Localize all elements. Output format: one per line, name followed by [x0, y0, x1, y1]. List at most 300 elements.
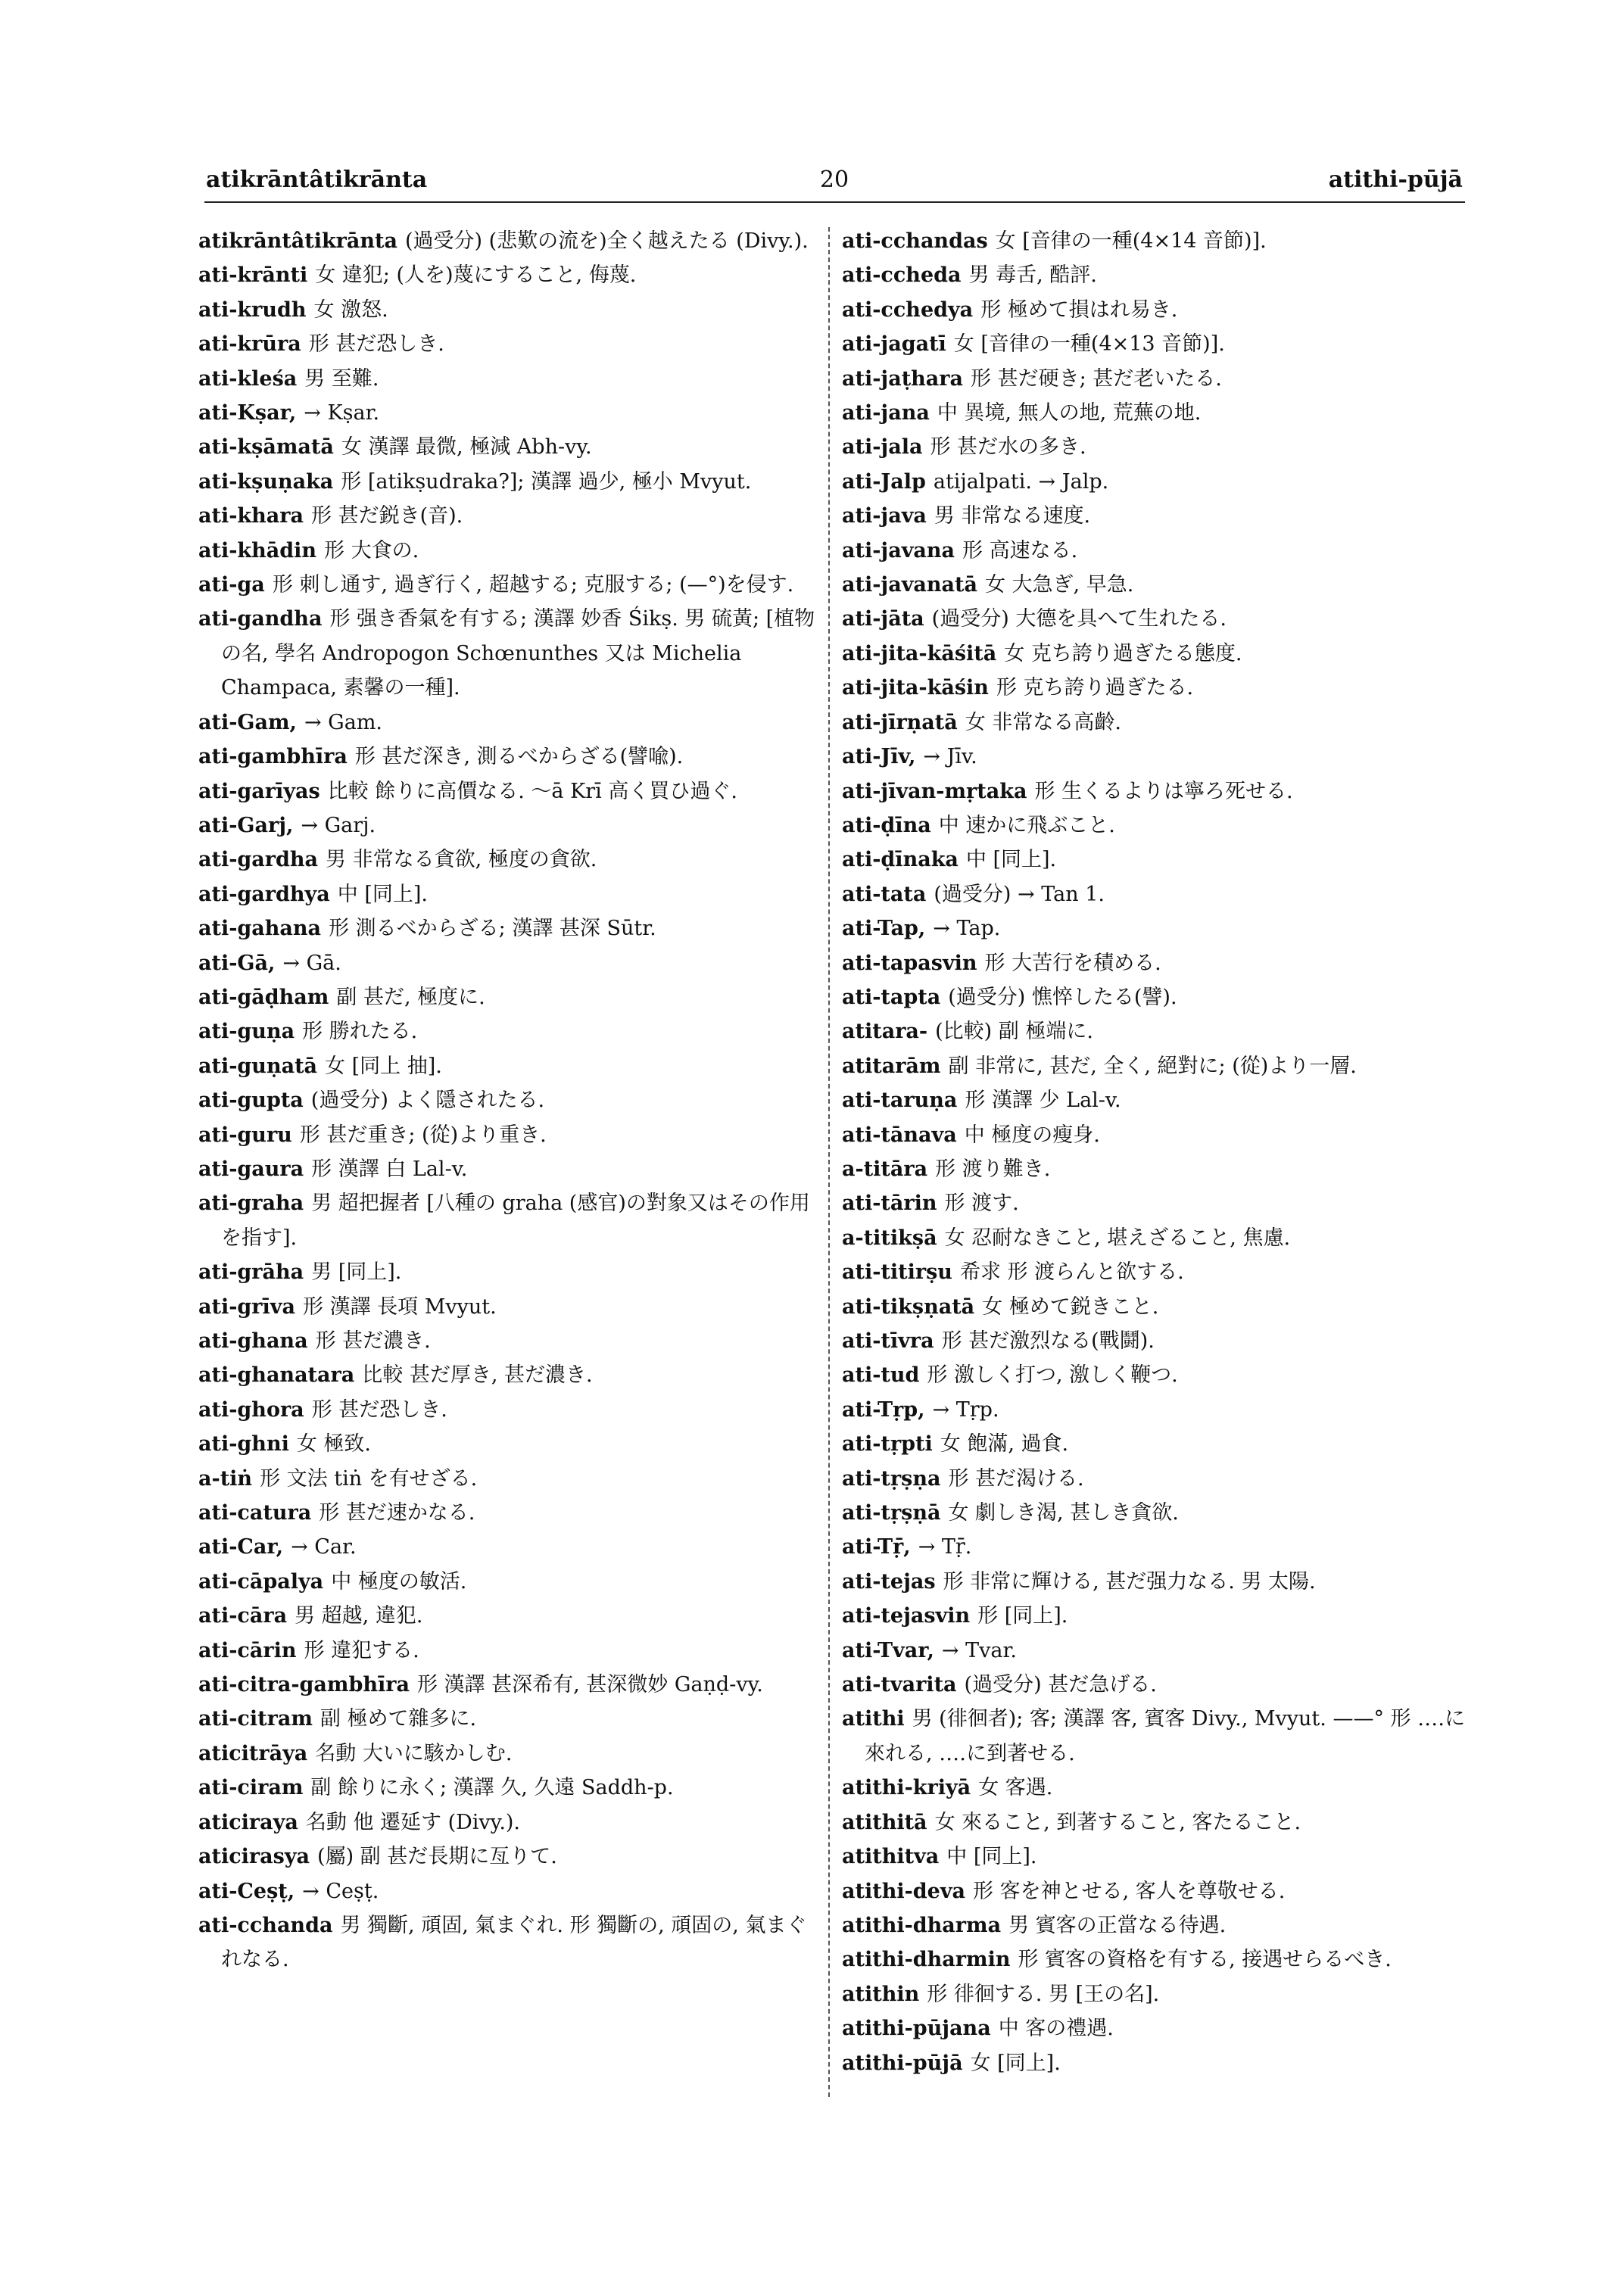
dictionary-entry — [842, 602, 1470, 636]
entry-definition: 形 克ち誇り過ぎたる. — [996, 676, 1194, 700]
entry-headword: ati-ga — [198, 573, 265, 597]
dictionary-entry — [198, 808, 819, 843]
entry-definition: 形 甚だ深き, 測るべからざる(譬喩). — [354, 745, 684, 769]
entry-headword: ati-Tṛp, — [842, 1397, 925, 1422]
entry-definition: 形 測るべからざる; 漢譯 甚深 Sūtr. — [329, 917, 656, 941]
entry-definition: (過受分) よく隱されたる. — [310, 1089, 545, 1113]
entry-definition: 名動 他 遷延す (Divy.). — [305, 1810, 521, 1834]
entry-definition: 副 餘りに永く; 漢譯 久, 久遠 Saddh-p. — [310, 1776, 674, 1800]
entry-definition: 比較 餘りに高價なる. ～ā Krī 高く買ひ過ぐ. — [327, 779, 737, 803]
entry-definition: (過受分) (悲歎の流を)全く越えたる (Divy.). — [405, 229, 809, 253]
dictionary-entry — [198, 1358, 819, 1392]
entry-headword: atikrāntâtikrānta — [198, 229, 397, 253]
entry-definition: 副 極めて雜多に. — [320, 1707, 477, 1731]
entry-definition: (過受分) → Tan 1. — [934, 882, 1105, 906]
entry-headword: ati-jita-kāśitā — [842, 641, 997, 665]
entry-definition: 女 極めて鋭きこと. — [982, 1294, 1159, 1319]
dictionary-entry — [198, 980, 819, 1014]
dictionary-entry — [198, 499, 819, 533]
running-head — [206, 167, 1463, 201]
dictionary-entry — [842, 1908, 1470, 1943]
dictionary-entry — [198, 362, 819, 396]
dictionary-entry — [198, 1290, 819, 1324]
dictionary-entry — [842, 1290, 1470, 1324]
entry-definition: 女 劇しき渴, 甚しき貪欲. — [948, 1501, 1179, 1525]
entry-definition: 形 漢譯 白 Lal-v. — [311, 1157, 468, 1181]
entry-definition: (屬) 副 甚だ長期に亙りて. — [317, 1845, 557, 1869]
dictionary-entry — [198, 1874, 819, 1908]
dictionary-entry — [198, 1462, 819, 1496]
entry-headword: ati-Jalp — [842, 469, 926, 494]
entry-definition: 中 [同上]. — [337, 882, 428, 906]
entry-headword: ati-khara — [198, 504, 304, 528]
entry-definition: 形 刺し通す, 過ぎ行く, 超越する; 克服する; (—°)を侵す. — [272, 573, 794, 597]
entry-headword: atithitā — [842, 1810, 927, 1834]
entry-definition: → Garj. — [301, 813, 376, 837]
entry-headword: aticirasya — [198, 1845, 310, 1869]
dictionary-entry — [842, 1255, 1470, 1289]
dictionary-entry — [198, 258, 819, 292]
entry-headword: ati-java — [842, 504, 927, 528]
dictionary-entry — [198, 1083, 819, 1117]
entry-headword: ati-tīvra — [842, 1329, 934, 1353]
dictionary-entry — [198, 1324, 819, 1358]
entry-headword: ati-tejasvin — [842, 1604, 971, 1628]
entry-headword: atithi-dharma — [842, 1913, 1002, 1937]
entry-definition: (比較) 副 極端に. — [935, 1020, 1093, 1044]
entry-headword: ati-tṛpti — [842, 1432, 933, 1456]
entry-headword: ati-javanatā — [842, 573, 977, 597]
entry-headword: ati-Garj, — [198, 813, 294, 837]
dictionary-entry — [842, 362, 1470, 396]
entry-headword: ati-jīvan-mṛtaka — [842, 779, 1027, 803]
entry-headword: ati-jāta — [842, 607, 924, 631]
entry-headword: atithi — [842, 1707, 905, 1731]
dictionary-entry — [842, 774, 1470, 808]
entry-headword: ati-ciram — [198, 1776, 304, 1800]
header-rule — [204, 201, 1465, 203]
entry-headword: ati-cchandas — [842, 229, 988, 253]
entry-definition: 男 超把握者 [八種の graha (感官)の對象又はその作用を指す]. — [221, 1192, 810, 1250]
entry-headword: atithi-kriyā — [842, 1776, 971, 1800]
dictionary-entry — [198, 1634, 819, 1668]
entry-headword: ati-jala — [842, 435, 923, 460]
entry-headword: ati-Gā, — [198, 951, 276, 975]
dictionary-entry — [842, 1152, 1470, 1186]
entry-headword: atithin — [842, 1982, 920, 2006]
dictionary-entry — [198, 946, 819, 980]
entry-headword: atithitva — [842, 1845, 940, 1869]
entry-definition: 形 甚だ硬き; 甚だ老いたる. — [971, 366, 1222, 391]
entry-headword: ati-ccheda — [842, 263, 962, 288]
entry-definition: 女 來ること, 到著すること, 客たること. — [934, 1810, 1301, 1834]
entry-headword: ati-ghanatara — [198, 1363, 355, 1388]
dictionary-entry — [198, 774, 819, 808]
dictionary-entry — [842, 1668, 1470, 1702]
entry-headword: ati-tānava — [842, 1123, 957, 1147]
entry-headword: ati-gardhya — [198, 882, 330, 906]
dictionary-entry — [842, 499, 1470, 533]
dictionary-entry — [842, 2046, 1470, 2080]
header-left-guideword: atikrāntâtikrānta — [206, 167, 428, 193]
entry-definition: 形 漢譯 少 Lal-v. — [965, 1089, 1121, 1113]
dictionary-entry — [198, 740, 819, 774]
entry-definition: 男 超越, 違犯. — [295, 1604, 423, 1628]
entry-definition: → Tvar. — [941, 1638, 1017, 1662]
entry-definition: (過受分) 憔悴したる(譬). — [948, 985, 1177, 1009]
entry-definition: 形 客を神とせる, 客人を尊敬せる. — [973, 1879, 1286, 1903]
entry-definition: 形 甚だ速かなる. — [319, 1501, 475, 1525]
entry-headword: ati-ḍīnaka — [842, 848, 959, 872]
entry-definition: 副 甚だ, 極度に. — [336, 985, 485, 1009]
entry-headword: atithi-deva — [842, 1879, 966, 1903]
entry-definition: 女 激怒. — [313, 298, 388, 322]
dictionary-entry — [842, 1874, 1470, 1908]
entry-headword: ati-tata — [842, 882, 927, 906]
entry-headword: ati-Car, — [198, 1535, 284, 1559]
dictionary-entry — [842, 1427, 1470, 1461]
entry-definition: 形 [atikṣudraka?]; 漢譯 過少, 極小 Mvyut. — [341, 469, 752, 494]
dictionary-entry — [842, 1977, 1470, 2011]
entry-definition: 形 渡り難き. — [935, 1157, 1051, 1181]
dictionary-entry — [842, 1118, 1470, 1152]
entry-headword: ati-Jīv, — [842, 745, 916, 769]
entry-definition: 形 甚だ重き; (從)より重き. — [299, 1123, 547, 1147]
entry-definition: 形 漢譯 長項 Mvyut. — [302, 1294, 497, 1319]
dictionary-entry — [198, 1152, 819, 1186]
entry-headword: atitarām — [842, 1054, 941, 1078]
dictionary-entry — [842, 1943, 1470, 1977]
entry-headword: ati-gandha — [198, 607, 323, 631]
header-right-guideword: atithi-pūjā — [1328, 167, 1463, 193]
entry-headword: ati-citram — [198, 1707, 313, 1731]
entry-definition: 女 [音律の一種(4×14 音節)]. — [995, 229, 1267, 253]
entry-definition: 形 高速なる. — [962, 538, 1078, 562]
entry-definition: 中 異境, 無人の地, 荒蕪の地. — [937, 401, 1202, 425]
entry-definition: 形 徘徊する. 男 [王の名]. — [927, 1982, 1160, 2006]
entry-definition: 形 甚だ恐しき. — [308, 332, 444, 357]
dictionary-entry — [842, 534, 1470, 568]
dictionary-entry — [842, 706, 1470, 740]
entry-definition: 女 違犯; (人を)蔑にすること, 侮蔑. — [315, 263, 637, 288]
entry-definition: 形 [同上]. — [977, 1604, 1068, 1628]
entry-headword: ati-grāha — [198, 1260, 304, 1285]
entry-definition: 形 甚だ鋭き(音). — [310, 504, 463, 528]
entry-headword: ati-jaṭhara — [842, 366, 964, 391]
entry-definition: 形 勝れたる. — [302, 1020, 418, 1044]
entry-headword: ati-gupta — [198, 1089, 304, 1113]
entry-headword: ati-tapta — [842, 985, 941, 1009]
entry-definition: 形 大食の. — [324, 538, 419, 562]
dictionary-entry — [198, 1668, 819, 1702]
dictionary-entry — [842, 2011, 1470, 2045]
entry-headword: ati-Tvar, — [842, 1638, 934, 1662]
dictionary-entry — [198, 706, 819, 740]
dictionary-entry — [198, 1118, 819, 1152]
dictionary-entry — [198, 568, 819, 602]
entry-headword: ati-tṛṣṇa — [842, 1466, 941, 1491]
dictionary-entry — [198, 1530, 819, 1564]
entry-definition: 男 賓客の正當なる待遇. — [1008, 1913, 1227, 1937]
dictionary-entry — [842, 293, 1470, 327]
dictionary-entry — [198, 1255, 819, 1289]
entry-headword: ati-kleśa — [198, 366, 298, 391]
dictionary-entry — [842, 1186, 1470, 1220]
dictionary-entry — [198, 430, 819, 464]
entry-definition: 男 非常なる貪欲, 極度の貪欲. — [326, 848, 597, 872]
entry-headword: ati-ghana — [198, 1329, 308, 1353]
entry-definition: 形 渡す. — [944, 1192, 1019, 1216]
entry-headword: a-tiṅ — [198, 1466, 253, 1491]
entry-definition: 男 (徘徊者); 客; 漢譯 客, 賓客 Divy., Mvyut. ——° 形 ‥‥に來れる, ‥‥に到著せる. — [865, 1707, 1466, 1765]
entry-headword: ati-gāḍham — [198, 985, 329, 1009]
entry-definition: 男 至難. — [304, 366, 379, 391]
entry-headword: ati-gardha — [198, 848, 319, 872]
dictionary-entry — [198, 1565, 819, 1599]
entry-definition: 形 賓客の資格を有する, 接遇せらるべき. — [1018, 1948, 1392, 1972]
entry-headword: atithi-pūjā — [842, 2051, 963, 2075]
dictionary-entry — [198, 1908, 819, 1977]
entry-headword: ati-guru — [198, 1123, 292, 1147]
dictionary-entry — [842, 1805, 1470, 1840]
entry-definition: 中 [同上]. — [965, 848, 1057, 872]
dictionary-entry — [198, 1840, 819, 1874]
dictionary-entry — [842, 911, 1470, 946]
dictionary-entry — [198, 1599, 819, 1633]
entry-headword: ati-citra-gambhīra — [198, 1673, 410, 1697]
entry-definition: 女 [音律の一種(4×13 音節)]. — [953, 332, 1225, 357]
entry-headword: ati-khādin — [198, 538, 317, 562]
entry-headword: ati-tikṣṇatā — [842, 1294, 975, 1319]
entry-definition: 中 [同上]. — [946, 1845, 1037, 1869]
entry-definition: 形 文法 tiṅ を有せざる. — [260, 1466, 478, 1491]
entry-headword: ati-garīyas — [198, 779, 320, 803]
dictionary-entry — [842, 980, 1470, 1014]
entry-headword: ati-ḍīna — [842, 813, 931, 837]
dictionary-entry — [842, 637, 1470, 671]
page-number: 20 — [819, 167, 849, 193]
dictionary-entry — [842, 1565, 1470, 1599]
dictionary-entry — [842, 1840, 1470, 1874]
dictionary-entry — [842, 396, 1470, 430]
dictionary-entry — [198, 1805, 819, 1840]
entry-definition: 名動 大いに駭かしむ. — [315, 1741, 513, 1765]
entry-definition: 形 甚だ水の多き. — [930, 435, 1086, 460]
entry-headword: ati-kṣāmatā — [198, 435, 334, 460]
entry-headword: ati-grīva — [198, 1294, 295, 1319]
entry-headword: ati-gahana — [198, 917, 322, 941]
entry-headword: ati-taruṇa — [842, 1089, 958, 1113]
dictionary-entry — [198, 1737, 819, 1771]
dictionary-entry — [198, 396, 819, 430]
entry-headword: ati-jīrṇatā — [842, 710, 958, 734]
entry-headword: ati-javana — [842, 538, 955, 562]
dictionary-entry — [842, 568, 1470, 602]
entry-definition: 形 漢譯 甚深希有, 甚深微妙 Gaṇḍ-vy. — [416, 1673, 763, 1697]
entry-headword: ati-Kṣar, — [198, 401, 297, 425]
entry-definition: 女 大急ぎ, 早急. — [984, 573, 1134, 597]
entry-headword: aticiraya — [198, 1810, 298, 1834]
entry-headword: ati-gambhīra — [198, 745, 348, 769]
dictionary-entry — [842, 1496, 1470, 1530]
dictionary-entry — [198, 1393, 819, 1427]
dictionary-entry — [842, 808, 1470, 843]
entry-definition: 形 激しく打つ, 激しく鞭つ. — [927, 1363, 1178, 1388]
dictionary-entry — [198, 602, 819, 705]
entry-headword: ati-cchedya — [842, 298, 974, 322]
dictionary-entry — [842, 1771, 1470, 1805]
entry-definition: 中 極度の敏活. — [331, 1569, 467, 1594]
dictionary-entry — [842, 1358, 1470, 1392]
dictionary-entry — [198, 1014, 819, 1048]
right-column — [842, 224, 1470, 2080]
column-divider — [828, 227, 830, 2097]
entry-definition: 形 大苦行を積める. — [984, 951, 1161, 975]
entry-headword: ati-krānti — [198, 263, 308, 288]
entry-definition: (過受分) 大德を具へて生れたる. — [931, 607, 1227, 631]
entry-headword: ati-cārin — [198, 1638, 297, 1662]
dictionary-entry — [842, 843, 1470, 877]
entry-definition: 女 非常なる高齡. — [965, 710, 1121, 734]
dictionary-entry — [842, 1530, 1470, 1564]
entry-headword: ati-Tap, — [842, 917, 926, 941]
entry-headword: ati-tārin — [842, 1192, 937, 1216]
entry-definition: → Tṛp. — [932, 1397, 999, 1422]
entry-definition: 形 甚だ渴ける. — [948, 1466, 1084, 1491]
dictionary-entry — [198, 224, 819, 258]
left-column — [198, 224, 819, 1977]
dictionary-entry — [198, 1186, 819, 1255]
entry-definition: → Kṣar. — [304, 401, 380, 425]
dictionary-entry — [842, 877, 1470, 911]
entry-headword: ati-cchanda — [198, 1913, 333, 1937]
entry-headword: ati-cāra — [198, 1604, 288, 1628]
dictionary-entry — [842, 1014, 1470, 1048]
entry-headword: ati-guṇatā — [198, 1054, 318, 1078]
entry-headword: ati-tapasvin — [842, 951, 977, 975]
entry-definition: 比較 甚だ厚き, 甚だ濃き. — [362, 1363, 593, 1388]
entry-definition: 形 生くるよりは寧ろ死せる. — [1034, 779, 1293, 803]
entry-definition: 女 漢譯 最微, 極減 Abh-vy. — [341, 435, 592, 460]
dictionary-entry — [842, 1462, 1470, 1496]
dictionary-entry — [198, 877, 819, 911]
entry-definition: 形 極めて損はれ易き. — [980, 298, 1178, 322]
dictionary-entry — [842, 258, 1470, 292]
entry-headword: ati-krudh — [198, 298, 307, 322]
entry-definition: 女 飽滿, 過食. — [940, 1432, 1069, 1456]
dictionary-entry — [842, 946, 1470, 980]
entry-definition: 女 忍耐なきこと, 堪えざること, 焦慮. — [944, 1226, 1291, 1250]
dictionary-entry — [842, 327, 1470, 361]
entry-headword: ati-Gam, — [198, 710, 297, 734]
entry-definition: 男 非常なる速度. — [934, 504, 1091, 528]
dictionary-entry — [198, 465, 819, 499]
entry-definition: 形 甚だ恐しき. — [311, 1397, 447, 1422]
dictionary-entry — [842, 1702, 1470, 1771]
dictionary-entry — [198, 1771, 819, 1805]
entry-definition: 副 非常に, 甚だ, 全く, 絕對に; (從)より一層. — [948, 1054, 1357, 1078]
entry-definition: 女 客遇. — [978, 1776, 1053, 1800]
entry-definition: → Gā. — [282, 951, 341, 975]
entry-headword: ati-catura — [198, 1501, 312, 1525]
entry-headword: ati-tud — [842, 1363, 920, 1388]
dictionary-entry — [842, 740, 1470, 774]
entry-definition: 女 極致. — [296, 1432, 371, 1456]
entry-definition: 形 甚だ激烈なる(戰鬪). — [941, 1329, 1155, 1353]
entry-headword: ati-tṛṣṇā — [842, 1501, 941, 1525]
dictionary-entry — [198, 534, 819, 568]
entry-headword: ati-krūra — [198, 332, 301, 357]
dictionary-entry — [198, 1427, 819, 1461]
dictionary-entry — [198, 843, 819, 877]
entry-definition: 形 違犯する. — [304, 1638, 419, 1662]
entry-definition: 中 極度の瘦身. — [964, 1123, 1100, 1147]
entry-definition: atijalpati. → Jalp. — [933, 469, 1109, 494]
entry-definition: → Jīv. — [923, 745, 977, 769]
entry-definition: 女 [同上]. — [970, 2051, 1061, 2075]
entry-headword: ati-tejas — [842, 1569, 936, 1594]
entry-definition: → Tap. — [933, 917, 1001, 941]
entry-headword: ati-kṣuṇaka — [198, 469, 334, 494]
entry-definition: → Tṝ. — [918, 1535, 972, 1559]
entry-definition: 形 强き香氣を有する; 漢譯 妙香 Śikṣ. 男 硫黃; [植物の名, 學名 Andropogon Schœnunthes 又は Michelia Champaca, 素馨の一種]. — [221, 607, 815, 700]
entry-headword: ati-jana — [842, 401, 930, 425]
dictionary-entry — [842, 1634, 1470, 1668]
dictionary-entry — [842, 1049, 1470, 1083]
entry-definition: → Ceṣṭ. — [302, 1879, 379, 1903]
entry-headword: ati-ghni — [198, 1432, 289, 1456]
entry-headword: ati-graha — [198, 1192, 304, 1216]
entry-headword: ati-titirṣu — [842, 1260, 952, 1285]
entry-definition: 希求 形 渡らんと欲する. — [959, 1260, 1184, 1285]
entry-definition: 男 獨斷, 頑固, 氣まぐれ. 形 獨斷の, 頑固の, 氣まぐれなる. — [221, 1913, 807, 1972]
entry-headword: ati-jagatī — [842, 332, 946, 357]
dictionary-entry — [842, 224, 1470, 258]
entry-definition: 女 [同上 抽]. — [325, 1054, 442, 1078]
dictionary-entry — [198, 327, 819, 361]
dictionary-entry — [198, 1049, 819, 1083]
entry-definition: 男 [同上]. — [311, 1260, 402, 1285]
dictionary-entry — [842, 1324, 1470, 1358]
dictionary-entry — [198, 1702, 819, 1736]
entry-headword: ati-Ceṣṭ, — [198, 1879, 295, 1903]
entry-headword: ati-ghora — [198, 1397, 304, 1422]
entry-headword: atithi-pūjana — [842, 2017, 991, 2041]
dictionary-entry — [842, 1083, 1470, 1117]
entry-definition: 中 客の禮遇. — [998, 2017, 1114, 2041]
dictionary-entry — [198, 1496, 819, 1530]
dictionary-entry — [842, 1221, 1470, 1255]
entry-headword: a-titāra — [842, 1157, 928, 1181]
entry-headword: atitara- — [842, 1020, 928, 1044]
dictionary-entry — [198, 911, 819, 946]
entry-definition: (過受分) 甚だ急げる. — [964, 1673, 1157, 1697]
dictionary-entry — [842, 1393, 1470, 1427]
entry-definition: 形 甚だ濃き. — [315, 1329, 431, 1353]
entry-headword: atithi-dharmin — [842, 1948, 1011, 1972]
entry-headword: ati-gaura — [198, 1157, 304, 1181]
dictionary-entry — [842, 465, 1470, 499]
entry-definition: 中 速かに飛ぶこと. — [938, 813, 1115, 837]
entry-definition: 形 非常に輝ける, 甚だ强力なる. 男 太陽. — [943, 1569, 1316, 1594]
entry-definition: 男 毒舌, 酷評. — [968, 263, 1097, 288]
entry-headword: ati-tvarita — [842, 1673, 957, 1697]
dictionary-entry — [198, 293, 819, 327]
entry-headword: a-titikṣā — [842, 1226, 937, 1250]
entry-definition: → Gam. — [304, 710, 383, 734]
entry-headword: aticitrāya — [198, 1741, 308, 1765]
dictionary-entry — [842, 430, 1470, 464]
